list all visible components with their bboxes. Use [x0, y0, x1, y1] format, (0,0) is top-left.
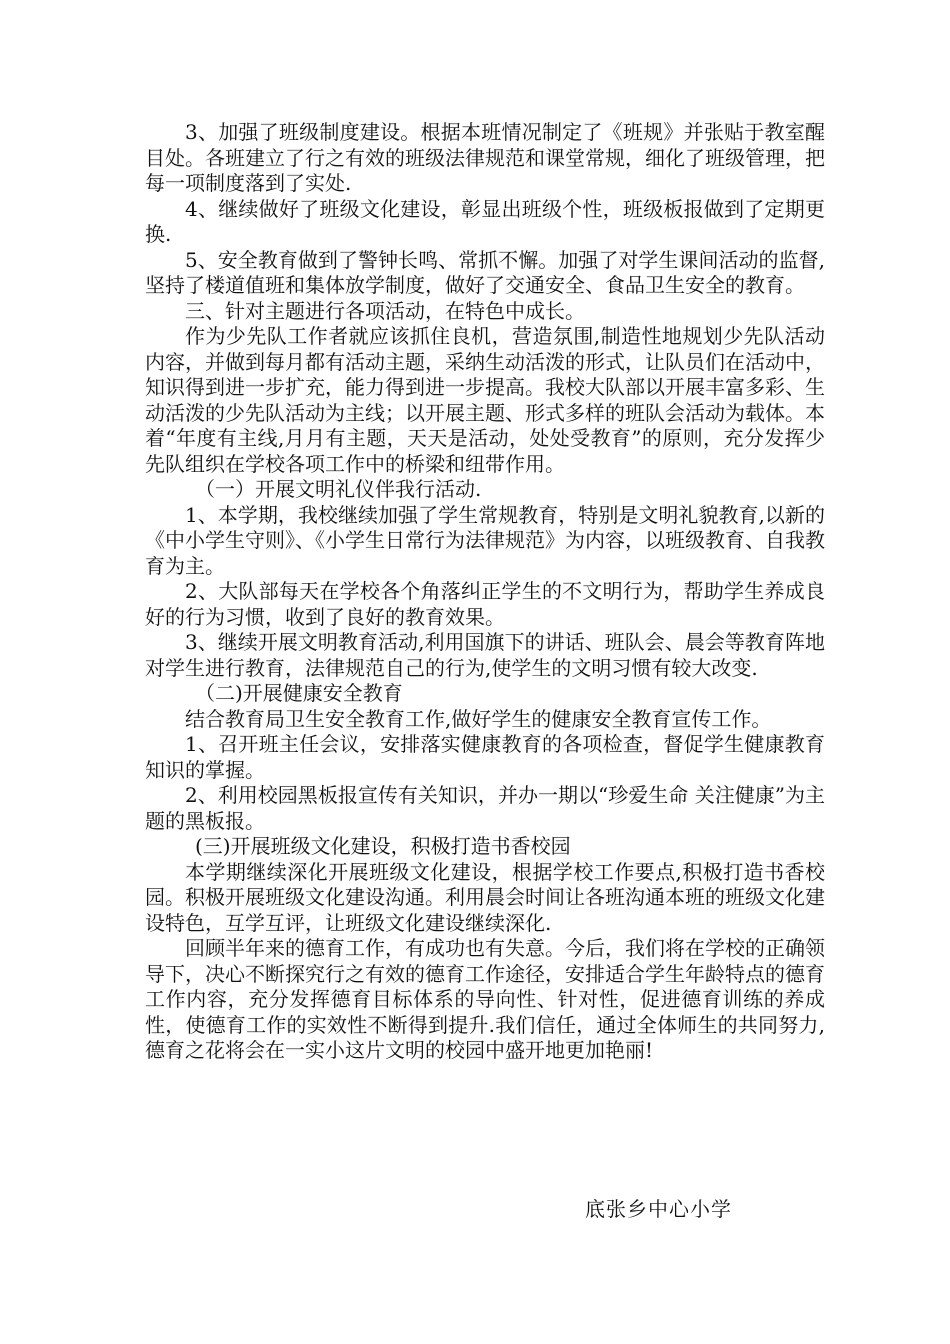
paragraph-etiquette-3: 3、继续开展文明教育活动,利用国旗下的讲话、班队会、晨会等教育阵地对学生进行教育，法律规范自己的行为,使学生的文明习惯有较大改变.: [145, 630, 825, 680]
paragraph-conclusion: 回顾半年来的德育工作，有成功也有失意。今后，我们将在学校的正确领导下，决心不断探究行之有效的德育工作途径，安排适合学生年龄特点的德育工作内容，充分发挥德育目标体系的导向性、针对性，促进德育训练的养成性，使德育工作的实效性不断得到提升.我们信任，通过全体师生的共同努力,德育之花将会在一实小这片文明的校园中盛开地更加艳丽!: [145, 936, 825, 1062]
signature-school-name: 底张乡中心小学: [585, 1197, 732, 1221]
paragraph-health-intro: 结合教育局卫生安全教育工作,做好学生的健康安全教育宣传工作。: [185, 706, 772, 731]
paragraph-etiquette-1: 1、本学期，我校继续加强了学生常规教育，特别是文明礼貌教育,以新的《中小学生守则》、《小学生日常行为法律规范》为内容，以班级教育、自我教育为主。: [145, 502, 825, 578]
paragraph-etiquette-2: 2、大队部每天在学校各个角落纠正学生的不文明行为，帮助学生养成良好的行为习惯，收到了良好的教育效果。: [145, 579, 825, 629]
paragraph-class-culture-detail: 本学期继续深化开展班级文化建设，根据学校工作要点,积极打造书香校园。积极开展班级文化建设沟通。利用晨会时间让各班沟通本班的班级文化建设特色，互学互评，让班级文化建设继续深化.: [145, 859, 825, 935]
document-body: [145, 120, 825, 1064]
paragraph-health-2: 2、利用校园黑板报宣传有关知识，并办一期以“珍爱生命 关注健康”为主题的黑板报。: [145, 783, 825, 833]
paragraph-class-rules: 3、加强了班级制度建设。根据本班情况制定了《班规》并张贴于教室醒目处。各班建立了行之有效的班级法律规范和课堂常规，细化了班级管理，把每一项制度落到了实处.: [145, 120, 825, 195]
subheading-health-safety: （二)开展健康安全教育: [195, 681, 403, 705]
subheading-etiquette: （一）开展文明礼仪伴我行活动.: [195, 477, 482, 501]
paragraph-health-1: 1、召开班主任会议，安排落实健康教育的各项检查，督促学生健康教育知识的掌握。: [145, 732, 825, 782]
paragraph-young-pioneers: 作为少先队工作者就应该抓住良机，营造氛围,制造性地规划少先队活动内容，并做到每月都有活动主题，采纳生动活泼的形式，让队员们在活动中，知识得到进一步扩充，能力得到进一步提高。我校大队部以开展丰富多彩、生动活泼的少先队活动为主线；以开展主题、形式多样的班队会活动为载体。本着“年度有主线,月月有主题，天天是活动，处处受教育”的原则，充分发挥少先队组织在学校各项工作中的桥梁和纽带作用。: [145, 324, 825, 476]
subheading-class-culture: (三)开展班级文化建设，积极打造书香校园: [195, 834, 571, 858]
paragraph-safety-education: 5、安全教育做到了警钟长鸣、常抓不懈。加强了对学生课间活动的监督,坚持了楼道值班和集体放学制度，做好了交通安全、食品卫生安全的教育。: [145, 247, 825, 297]
paragraph-class-culture: 4、继续做好了班级文化建设，彰显出班级个性，班级板报做到了定期更换.: [145, 196, 825, 246]
section-heading-three: 三、针对主题进行各项活动，在特色中成长。: [185, 298, 585, 323]
